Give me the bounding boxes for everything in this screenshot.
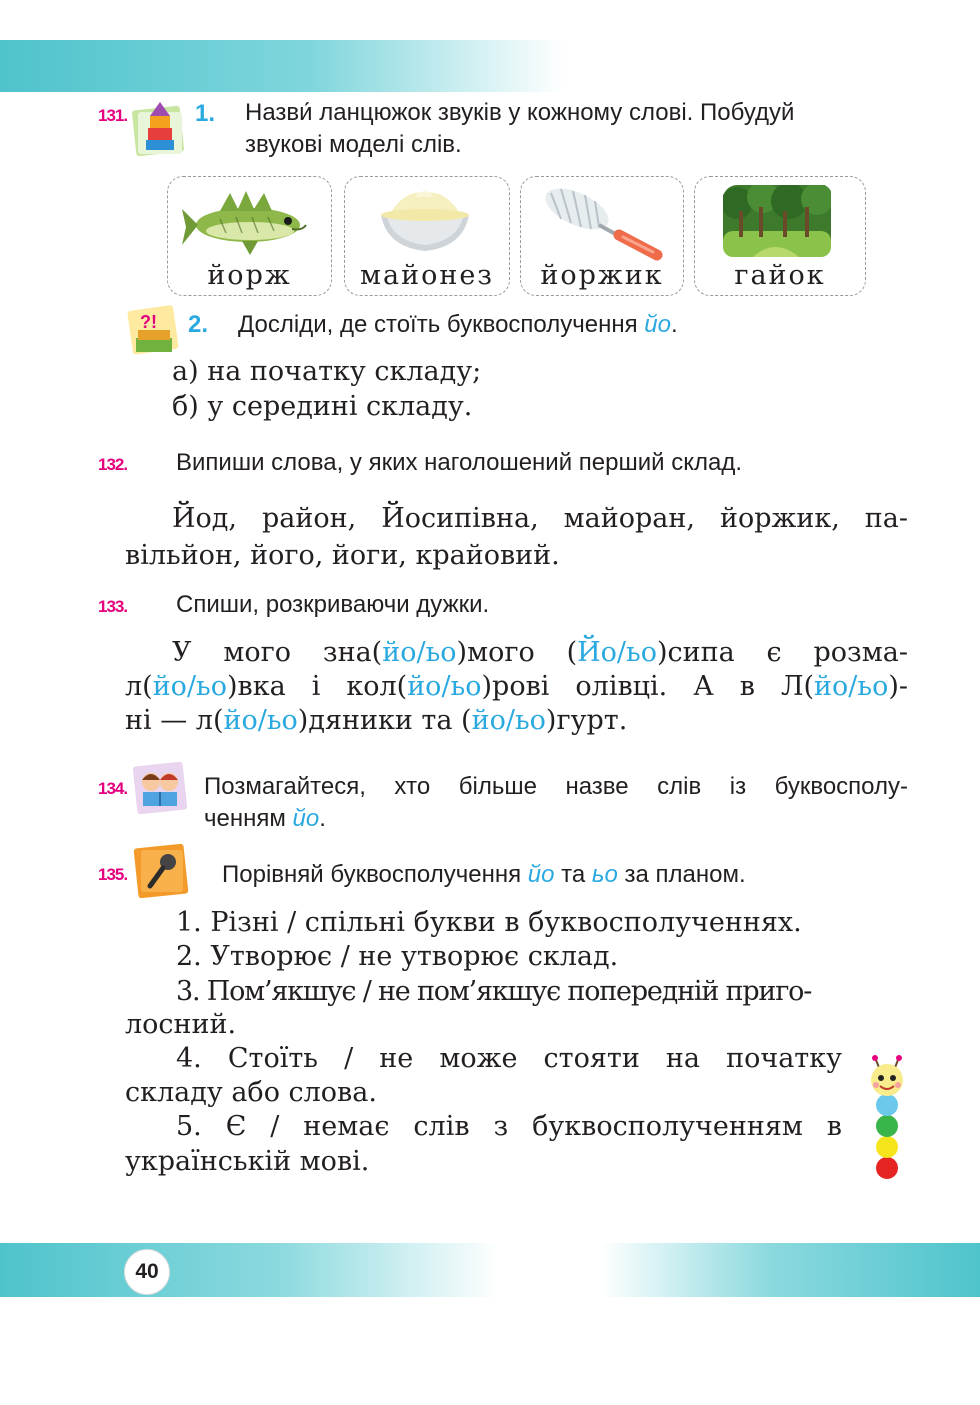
plan-item-3-line1: 3. Пом’якшує / не пом’якшує попередній приго-	[176, 976, 812, 1007]
card-word: йорж	[207, 260, 292, 291]
text-segment: У мого зна(	[172, 637, 383, 668]
text-segment: за планом.	[617, 861, 746, 888]
highlight-yo: йо	[644, 311, 671, 338]
word-card-hayok	[694, 176, 866, 296]
page-number: 40	[124, 1249, 170, 1295]
task-2-end: .	[670, 311, 678, 338]
text-segment: ні — л(	[125, 705, 224, 736]
exercise-134-line2	[204, 803, 326, 835]
card-word: гайок	[734, 260, 826, 291]
exercise-134-line1: Позмагайтеся, хто більше назве слів із буквосполу-	[204, 773, 908, 800]
exercise-number-132: 132.	[98, 455, 128, 474]
card-word: майонез	[359, 260, 495, 291]
text-segment: Порівняй буквосполучення	[222, 861, 528, 888]
text-segment: та	[554, 861, 592, 888]
option-yo-o: йо/ьо	[814, 671, 889, 702]
card-word: йоржик	[540, 260, 664, 291]
exercise-132-line1: Йод, район, Йосипівна, майоран, йоржик, па-	[172, 503, 908, 534]
plan-item-5-line1: 5. Є / немає слів з буквосполученням в	[176, 1111, 842, 1142]
word-card-mayonez	[344, 176, 510, 296]
exercise-132-line2: вільйон, його, йоги, крайовий.	[125, 540, 560, 571]
bottle-brush-icon	[541, 183, 665, 266]
microphone-icon	[132, 842, 190, 900]
option-yo-o: йо/ьо	[407, 671, 482, 702]
option-yo-o: йо/ьо	[382, 637, 457, 668]
exercise-133-line3	[125, 705, 627, 736]
option-yo-o: йо/ьо	[223, 705, 298, 736]
exercise-number-131: 131.	[98, 106, 128, 125]
word-card-yorzh	[167, 176, 332, 296]
blocks-pyramid-icon	[130, 98, 188, 158]
plan-item-4-line2: складу або слова.	[125, 1077, 377, 1108]
highlight-yo: йо	[527, 861, 555, 888]
plan-item-3-line2: лосний.	[125, 1009, 237, 1040]
option-yo-o: Йо/ьо	[577, 637, 657, 668]
plan-item-2: 2. Утворює / не утворює склад.	[176, 941, 619, 972]
text-segment: )мого (	[456, 637, 578, 668]
exercise-number-134: 134.	[98, 779, 128, 798]
task-number-2: 2.	[188, 311, 209, 338]
highlight-o: ьо	[591, 861, 618, 888]
exercise-132-instruction: Випиши слова, у яких наголошений перший склад.	[176, 449, 742, 476]
text-segment: )вка і кол(	[227, 671, 408, 702]
task-2-option-b: б) у середині складу.	[172, 391, 473, 422]
text-segment: .	[319, 805, 326, 832]
exercise-number-135: 135.	[98, 865, 128, 884]
task-1-instruction-line2: звукові моделі слів.	[245, 131, 462, 158]
task-2-option-a: а) на початку складу;	[172, 356, 482, 387]
fish-icon	[180, 183, 320, 266]
grove-icon	[723, 185, 831, 262]
question-book-icon	[122, 304, 182, 360]
plan-item-1: 1. Різні / спільні букви в буквосполученнях.	[176, 907, 802, 938]
task-2-instruction	[238, 309, 678, 341]
plan-item-4-line1: 4. Стоїть / не може стояти на початку	[176, 1043, 842, 1074]
exercise-133-instruction: Спиши, розкриваючи дужки.	[176, 591, 490, 618]
plan-item-5-line2: українській мові.	[125, 1146, 370, 1177]
task-2-text: Досліди, де стоїть буквосполучення	[238, 311, 645, 338]
task-1-instruction-line1: Назви́ ланцюжок звуків у кожному слові. Побудуй	[245, 99, 795, 126]
option-yo-o: йо/ьо	[471, 705, 546, 736]
option-yo-o: йо/ьо	[152, 671, 227, 702]
caterpillar-icon	[862, 1050, 912, 1180]
text-segment: л(	[125, 671, 153, 702]
text-segment: )дяники та (	[297, 705, 472, 736]
exercise-133-line1	[172, 637, 908, 668]
text-segment: )-	[888, 671, 908, 702]
text-segment: ченням	[204, 805, 293, 832]
top-header-band	[0, 40, 565, 92]
mayonnaise-bowl-icon	[375, 185, 475, 262]
bottom-footer-band-left	[0, 1243, 500, 1297]
task-number-1: 1.	[195, 100, 216, 127]
text-segment: )рові олівці. А в Л(	[481, 671, 815, 702]
children-reading-icon	[131, 760, 189, 816]
text-segment: )гурт.	[545, 705, 628, 736]
text-segment: )сипа є розма-	[656, 637, 909, 668]
exercise-number-133: 133.	[98, 597, 128, 616]
bottom-footer-band-right	[600, 1243, 980, 1297]
svg-text:?!: ?!	[140, 312, 157, 332]
highlight-yo: йо	[292, 805, 320, 832]
exercise-135-instruction	[222, 859, 746, 891]
word-card-yorzhyk	[520, 176, 684, 296]
exercise-133-line2	[125, 671, 908, 702]
